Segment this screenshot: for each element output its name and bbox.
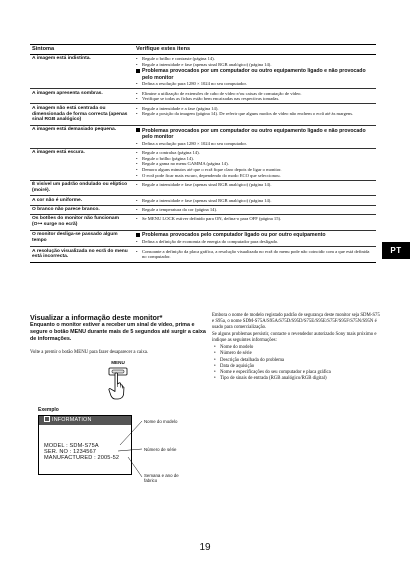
- check-item: [136, 81, 374, 87]
- check-item: [136, 96, 374, 102]
- check-item-text: Regule a posição da imagem (página 14). De referir que alguns modos de vídeo não enchem o ecrã até às margens.: [142, 111, 354, 117]
- symptom-cell: [30, 230, 134, 247]
- symptom-cell: [30, 104, 134, 125]
- bullet-icon: •: [136, 172, 138, 178]
- table-row: [30, 230, 376, 247]
- information-callouts: [116, 415, 196, 485]
- bullet-icon: •: [214, 375, 216, 381]
- information-list: [212, 345, 380, 381]
- bullet-icon: •: [136, 216, 138, 222]
- symptom-text: O monitor desliga-se passado algum tempo: [32, 231, 118, 243]
- list-item-text: Nome e especificações do seu computador e placa gráfica: [220, 369, 331, 375]
- check-item: [136, 173, 374, 179]
- list-item-text: Número de série: [220, 351, 252, 357]
- table-row: [30, 205, 376, 214]
- bullet-icon: •: [136, 182, 138, 188]
- bullet-icon: •: [214, 357, 216, 363]
- check-item-text: Se MENU LOCK estiver definido para ON, defina-o para OFF (página 15).: [142, 216, 282, 222]
- check-item: [136, 216, 374, 222]
- symptom-cell: [30, 247, 134, 262]
- check-item-text: Elimine a utilização de extensões de cabo de vídeo e/ou caixas de comutação de vídeo.: [142, 90, 302, 96]
- info-model-line: MODEL : SDM-S75A: [44, 443, 99, 449]
- check-cell: [134, 215, 376, 230]
- bullet-icon: •: [136, 161, 138, 167]
- bullet-icon: •: [136, 90, 138, 96]
- bullet-icon: •: [136, 111, 138, 117]
- symptom-cell: [30, 89, 134, 104]
- check-item-text: Regule a gama no menu GAMMA (página 14).: [142, 161, 229, 167]
- bullet-icon: •: [136, 167, 138, 173]
- bullet-icon: •: [136, 61, 138, 67]
- symptom-cell: [30, 54, 134, 88]
- cause-heading: [136, 68, 374, 80]
- check-cell: [134, 196, 376, 205]
- table-row: [30, 125, 376, 148]
- table-row: [30, 180, 376, 195]
- info-manufactured-line: MANUFACTURED : 2005-52: [44, 455, 120, 461]
- bullet-icon: •: [214, 345, 216, 351]
- model-name-note: Embora o nome de modelo registado padrão de segurança deste monitor seja SDM-S75 e S95a, o nome SDM-S75A/S95A/S75D/S95D/S75E/S95E/S75F/S95F/S75N/S95N é usado para comercialização.: [212, 313, 380, 331]
- square-bullet-icon: [136, 69, 140, 73]
- symptom-cell: [30, 196, 134, 205]
- list-item: [212, 376, 380, 382]
- check-item: [136, 182, 374, 188]
- bullet-icon: •: [136, 96, 138, 102]
- section-body: Volte a premir o botão MENU para fazer desaparecer a caixa.: [30, 350, 149, 355]
- column-header-symptom: Sintoma: [30, 45, 134, 55]
- check-item: [136, 239, 374, 245]
- check-cell: [134, 205, 376, 214]
- callout-serial-number: Número de série: [144, 447, 177, 452]
- example-label: Exemplo: [38, 407, 59, 413]
- check-item: [136, 249, 374, 260]
- bullet-icon: •: [136, 248, 138, 254]
- symptom-note: (O⊶ surge no ecrã): [32, 222, 78, 228]
- column-header-check: Verifique estes itens: [134, 45, 376, 55]
- bullet-icon: •: [136, 207, 138, 213]
- bullet-icon: •: [136, 81, 138, 87]
- table-row: [30, 89, 376, 104]
- check-item-text: Defina a definição de economia de energia do computador para desligado.: [142, 239, 279, 245]
- section-title: Visualizar a informação deste monitor*: [30, 313, 163, 322]
- check-item: [136, 141, 374, 147]
- check-cell: [134, 89, 376, 104]
- list-item-text: Descrição detalhada do problema: [220, 357, 285, 363]
- check-item: [136, 198, 374, 204]
- right-column-text: [212, 313, 380, 382]
- troubleshooting-table: [30, 44, 376, 263]
- bullet-icon: •: [136, 149, 138, 155]
- table-row: [30, 148, 376, 180]
- cause-heading: [136, 128, 374, 140]
- menu-button-label: MENU: [111, 360, 125, 365]
- info-serial-line: SER. NO : 1234567: [44, 449, 96, 455]
- check-item-text: Regule a intensidade e a fase (página 14).: [142, 105, 219, 111]
- page-number: 19: [199, 542, 211, 553]
- check-item-text: Regule a intensidade e fase (apenas sinal RGB analógico) (página 14).: [142, 197, 272, 203]
- symptom-cell: [30, 148, 134, 180]
- table-row: [30, 196, 376, 205]
- information-box-title: INFORMATION: [52, 417, 92, 423]
- symptom-text: A imagem apresenta sombras.: [32, 90, 103, 96]
- table-row: [30, 104, 376, 125]
- check-item-text: Regule o brilho (página 14).: [142, 155, 194, 161]
- check-item: [136, 111, 374, 117]
- list-item-text: Tipo de sinais de entrada (RGB analógico/RGB digital): [220, 375, 327, 381]
- check-cell: [134, 54, 376, 88]
- cause-heading-text: Problemas provocados por um computador ou outro equipamento ligado e não provocado pelo monitor: [141, 127, 366, 140]
- cause-heading-text: Problemas provocados por um computador ou outro equipamento ligado e não provocado pelo monitor: [141, 68, 366, 81]
- bullet-icon: •: [136, 140, 138, 146]
- check-item-text: Defina a resolução para 1280 × 1024 no seu computador.: [142, 140, 247, 146]
- symptom-text: A imagem está demasiado pequena.: [32, 126, 117, 132]
- symptom-cell: [30, 125, 134, 148]
- check-cell: [134, 180, 376, 195]
- symptom-text: O branco não parece branco.: [32, 207, 100, 213]
- check-item-text: Consoante a definição da placa gráfica, a resolução visualizada no ecrã do menu pode não coincidir com a que está definida no computador.: [142, 248, 370, 260]
- symptom-text: A imagem está escura.: [32, 149, 85, 155]
- list-item-text: Data de aquisição: [220, 363, 255, 369]
- square-bullet-icon: [136, 128, 140, 132]
- bullet-icon: •: [214, 351, 216, 357]
- finger-pressing-button-icon: [98, 360, 138, 404]
- symptom-text: A resolução visualizada no ecrã do menu está incorrecta.: [32, 248, 128, 260]
- cause-heading: [136, 232, 374, 238]
- symptom-cell: [30, 215, 134, 230]
- check-cell: [134, 148, 376, 180]
- symptom-text: A imagem não está centrada ou dimensionada de forma correcta (apenas sinal RGB analógico): [32, 105, 128, 123]
- bullet-icon: •: [136, 239, 138, 245]
- cause-heading-text: Problemas provocados pelo computador ligado ou por outro equipamento: [141, 232, 326, 239]
- menu-button-illustration: [98, 360, 138, 404]
- symptom-text: A imagem está indistinta.: [32, 56, 91, 62]
- section-intro: Enquanto o monitor estiver a receber um sinal de vídeo, prima e segure o botão MENU durante mais de 5 segundos até surgir a caixa de informações.: [30, 322, 206, 342]
- check-item-text: Regule a intensidade e fase (apenas sinal RGB analógico) (página 14).: [142, 61, 272, 67]
- symptom-text: É visível um padrão ondulado ou elíptico (moiré).: [32, 182, 128, 194]
- table-row: [30, 247, 376, 262]
- square-bullet-icon: [136, 233, 140, 237]
- check-item-text: Regule a intensidade e fase (apenas sinal RGB analógico) (página 14).: [142, 182, 272, 188]
- table-header-row: [30, 45, 376, 55]
- check-item-text: Demora alguns minutos até que o ecrã fique claro depois de ligar o monitor.: [142, 167, 282, 173]
- check-item-text: Regule a contraluz (página 14).: [142, 149, 200, 155]
- list-item-text: Nome do modelo: [220, 345, 254, 351]
- bullet-icon: •: [136, 105, 138, 111]
- check-item-text: Verifique se todas as fichas estão bem encaixadas nas respectivas tomadas.: [142, 96, 280, 102]
- check-item-text: Regule o brilho e contraste (página 14).: [142, 56, 215, 62]
- check-item: [136, 62, 374, 68]
- check-cell: [134, 247, 376, 262]
- check-cell: [134, 230, 376, 247]
- bullet-icon: •: [136, 56, 138, 62]
- callout-model-name: Nome do modelo: [144, 419, 178, 424]
- info-window-icon: [44, 416, 50, 422]
- language-tab-pt: PT: [382, 242, 410, 259]
- check-cell: [134, 125, 376, 148]
- table-row: [30, 215, 376, 230]
- check-item: [136, 207, 374, 213]
- check-item-text: Defina a resolução para 1280 × 1024 no seu computador.: [142, 81, 247, 87]
- bullet-icon: •: [136, 155, 138, 161]
- bullet-icon: •: [136, 197, 138, 203]
- symptom-text: A cor não é uniforme.: [32, 197, 83, 203]
- check-item-text: Regule a temperatura da cor (página 14).: [142, 207, 218, 213]
- check-cell: [134, 104, 376, 125]
- symptom-text: Os botões do monitor não funcionam: [32, 216, 119, 222]
- symptom-cell: [30, 180, 134, 195]
- bullet-icon: •: [214, 369, 216, 375]
- bullet-icon: •: [214, 363, 216, 369]
- contact-dealer-note: Se alguns problemas persistir, contacte o revendedor autorizado Sony mais próximo e indique as seguintes informações:: [212, 332, 377, 344]
- table-row: [30, 54, 376, 88]
- symptom-cell: [30, 205, 134, 214]
- check-item-text: O ecrã pode ficar mais escuro, dependendo do modo ECO que seleccionou.: [142, 172, 281, 178]
- table-body: [30, 54, 376, 262]
- callout-manufacture-week-year: Semana e ano de fabrico: [144, 473, 179, 484]
